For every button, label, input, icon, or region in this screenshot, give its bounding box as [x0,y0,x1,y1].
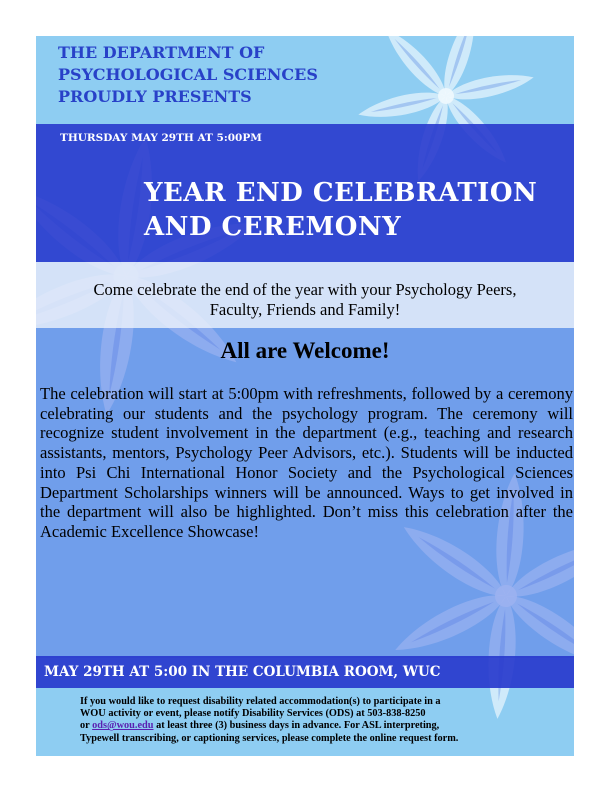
event-location: MAY 29TH AT 5:00 IN THE COLUMBIA ROOM, WUC [44,664,441,680]
department-header [58,42,318,108]
accessibility-notice [80,696,560,745]
title-line: YEAR END CELEBRATION [144,178,538,208]
intro-line: Faculty, Friends and Family! [209,300,401,319]
header-line: PROUDLY PRESENTS [58,87,252,106]
notice-prefix: or [80,720,90,732]
intro-line: Come celebrate the end of the year with your Psychology Peers, [93,280,517,299]
description-paragraph: The celebration will start at 5:00pm with refreshments, followed by a ceremony celebrating our students and the psychology program. The ceremony will recognize student involvement in the department (e.g., teaching and research assistants, mentors, Psychology Peer Advisors, etc.). Students will be inducted into Psi Chi International Honor Society and the Psychological Sciences Department Scholarships winners will be announced. Ways to get involved in the department will also be highlighted. Don’t miss this celebration after the Academic Excellence Showcase! [40,384,573,541]
event-title [144,176,574,244]
welcome-heading: All are Welcome! [220,338,390,363]
notice-line: If you would like to request disability related accommodation(s) to participate in a [80,696,441,707]
ods-email-link[interactable]: ods@wou.edu [92,720,154,732]
intro-text [36,280,574,320]
notice-suffix: at least three (3) business days in advance. For ASL interpreting, [156,720,440,732]
flyer [36,36,574,756]
title-line: AND CEREMONY [144,212,402,242]
header-line: THE DEPARTMENT OF [58,43,265,62]
notice-line [80,720,560,732]
notice-line: Typewell transcribing, or captioning services, please complete the online request form. [80,732,459,744]
header-line: PSYCHOLOGICAL SCIENCES [58,65,318,84]
event-date: THURSDAY MAY 29TH AT 5:00PM [60,132,262,144]
notice-line: WOU activity or event, please notify Disability Services (ODS) at 503-838-8250 [80,708,426,720]
